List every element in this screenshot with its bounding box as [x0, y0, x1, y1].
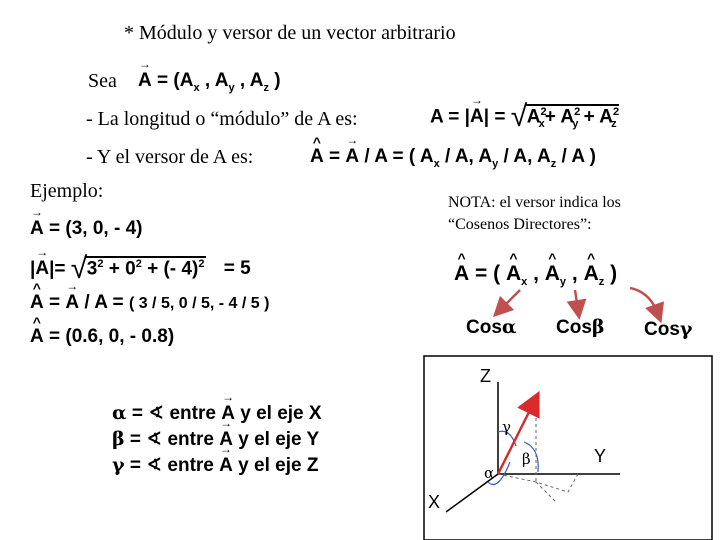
ejemplo-label: Ejemplo: — [30, 180, 104, 202]
arrow-to-cos-alpha — [500, 290, 520, 310]
angle-beta-def: β = ∢ entre → A y el eje Y — [112, 428, 319, 451]
z-axis-label: Z — [480, 366, 491, 386]
example-decimal: ^ A = (0.6, 0, - 0.8) — [30, 326, 174, 348]
beta-label: β — [522, 450, 531, 468]
gamma-label: γ — [502, 418, 511, 436]
modulo-formula: A = |→ A| = √ $A^2_x+ A^2_y + A^2_z$ — [430, 106, 617, 130]
x-axis-label: X — [428, 492, 441, 512]
arrow-to-cos-gamma — [630, 288, 658, 314]
angle-gamma-def: γ = ∢ entre → A y el eje Z — [112, 454, 318, 477]
arrow-to-cos-beta — [575, 290, 578, 310]
example-vector: → A = (3, 0, - 4) — [30, 218, 142, 240]
nota-line-2: “Cosenos Directores”: — [448, 216, 592, 233]
diagram-frame — [424, 356, 712, 540]
slide-title: * Módulo y versor de un vector arbitrario — [124, 22, 456, 44]
direction-angles-diagram — [418, 352, 718, 540]
cos-beta-label: Cosβ — [556, 316, 605, 338]
y-axis-label: Y — [594, 446, 607, 466]
versor-text: - Y el versor de A es: — [86, 146, 254, 168]
example-versor: ^ A = → A / A = ( 3 / 5, 0 / 5, - 4 / 5 ) — [30, 292, 269, 314]
versor-formula: ^ A = → A / A = ( $A_x$ / A, $A_y$ / A, $A_z$ / A ) — [310, 146, 596, 170]
cos-alpha-label: Cosα — [466, 316, 517, 338]
angle-alpha-def: α = ∢ entre → A y el eje X — [112, 402, 322, 425]
vector-definition: → $A = (A_x$ , $A_y$ , $A_z$ ) — [138, 70, 281, 94]
cos-gamma-label: Cosγ — [644, 318, 693, 340]
nota-line-1: NOTA: el versor indica los — [448, 194, 621, 211]
cosines-formula: ^ A = ( ^ $A_x$ , ^ $A_y$ , ^ $A_z$ ) — [454, 262, 617, 288]
example-modulus: |→ A|= √ $3^2 + 0^2$ + (- 4)$^2$ = 5 — [30, 258, 251, 280]
modulo-text: - La longitud o “módulo” de A es: — [86, 108, 358, 130]
alpha-label: α — [484, 464, 495, 482]
sea-label: Sea — [88, 70, 117, 92]
